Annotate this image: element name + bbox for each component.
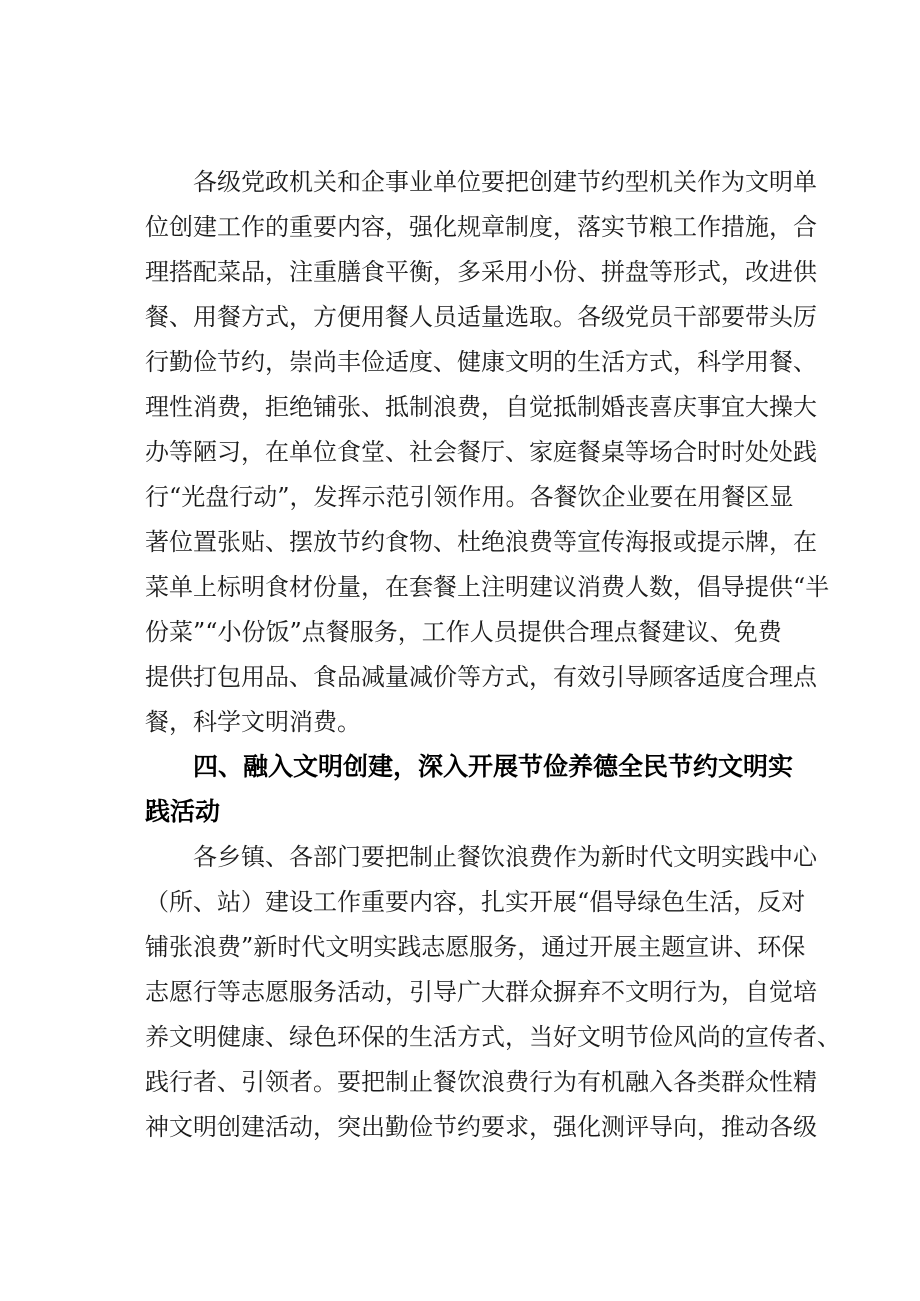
paragraph-line: 行“光盘行动”，发挥示范引领作用。各餐饮企业要在用餐区显 — [145, 483, 794, 511]
paragraph-line: 践行者、引领者。要把制止餐饮浪费行为有机融入各类群众性精 — [145, 1068, 817, 1096]
paragraph-line: 理搭配菜品，注重膳食平衡，多采用小份、拼盘等形式，改进供 — [145, 258, 817, 286]
paragraph-line: 志愿行等志愿服务活动，引导广大群众摒弃不文明行为，自觉培 — [145, 978, 817, 1006]
paragraph-line: 理性消费，拒绝铺张、抵制浪费，自觉抵制婚丧喜庆事宜大操大 — [145, 393, 817, 421]
heading-line: 四、融入文明创建，深入开展节俭养德全民节约文明实 — [193, 752, 794, 781]
paragraph-line: 餐，科学文明消费。 — [145, 708, 361, 736]
paragraph-line: 各乡镇、各部门要把制止餐饮浪费作为新时代文明实践中心 — [193, 843, 817, 871]
paragraph-line: 行勤俭节约，崇尚丰俭适度、健康文明的生活方式，科学用餐、 — [145, 348, 817, 376]
paragraph-line: 养文明健康、绿色环保的生活方式，当好文明节俭风尚的宣传者、 — [145, 1023, 841, 1051]
paragraph-line: 份菜”“小份饭”点餐服务，工作人员提供合理点餐建议、免费 — [145, 618, 782, 646]
paragraph-line: （所、站）建设工作重要内容，扎实开展“倡导绿色生活，反对 — [145, 888, 806, 916]
paragraph-line: 位创建工作的重要内容，强化规章制度，落实节粮工作措施，合 — [145, 213, 817, 241]
paragraph-line: 著位置张贴、摆放节约食物、杜绝浪费等宣传海报或提示牌，在 — [145, 528, 817, 556]
paragraph-line: 餐、用餐方式，方便用餐人员适量选取。各级党员干部要带头厉 — [145, 303, 817, 331]
paragraph-line: 铺张浪费”新时代文明实践志愿服务，通过开展主题宣讲、环保 — [145, 933, 806, 961]
paragraph-line: 各级党政机关和企事业单位要把创建节约型机关作为文明单 — [193, 168, 817, 196]
paragraph-line: 提供打包用品、食品减量减价等方式，有效引导顾客适度合理点 — [145, 663, 817, 691]
heading-line: 践活动 — [145, 797, 221, 826]
paragraph-line: 神文明创建活动，突出勤俭节约要求，强化测评导向，推动各级 — [145, 1113, 817, 1141]
paragraph-line: 办等陋习，在单位食堂、社会餐厅、家庭餐桌等场合时时处处践 — [145, 438, 817, 466]
paragraph-line: 菜单上标明食材份量，在套餐上注明建议消费人数，倡导提供“半 — [145, 573, 830, 601]
